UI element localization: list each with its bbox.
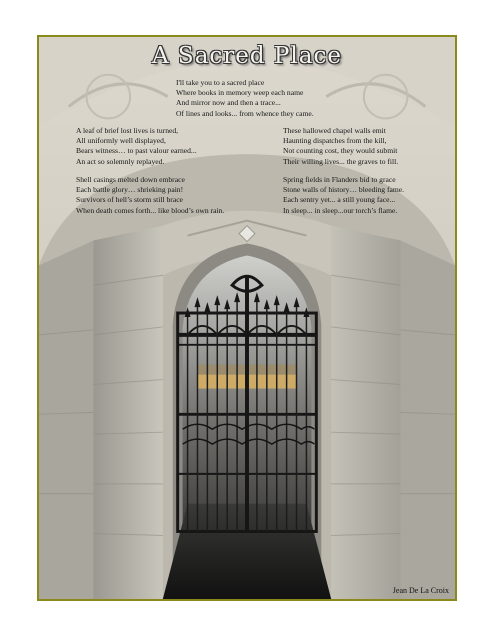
author-signature: Jean De La Croix bbox=[392, 586, 449, 595]
poem-line: Their willing lives... the graves to fill. bbox=[283, 156, 399, 166]
poem-line: In sleep... in sleep...our torch’s flame. bbox=[283, 205, 398, 215]
poem-line: Spring fields in Flanders bid to grace bbox=[283, 175, 396, 184]
poem-frame bbox=[37, 35, 457, 601]
poem-line: When death comes forth... like blood’s own rain. bbox=[76, 205, 225, 215]
left-stanza-2 bbox=[76, 175, 224, 216]
poem-line: And mirror now and then a trace... bbox=[176, 98, 281, 108]
poem-title: A Sacred Place bbox=[152, 43, 342, 69]
poem-line: An act so solemnly replayed. bbox=[76, 156, 165, 166]
poem-line: I'll take you to a sacred place bbox=[176, 78, 265, 87]
right-stanza-1 bbox=[283, 126, 398, 167]
poem-line: Survivors of hell’s storm still brace bbox=[76, 195, 183, 205]
intro-stanza bbox=[176, 78, 314, 119]
poem-line: Haunting dispatches from the kill, bbox=[283, 136, 387, 146]
poem-line: These hallowed chapel walls emit bbox=[283, 126, 386, 135]
chapel-photo bbox=[39, 37, 455, 599]
poem-line: Each battle glory… shrieking pain! bbox=[76, 185, 184, 195]
poem-line: Bears witness… to past valour earned... bbox=[76, 146, 197, 156]
left-stanza-1 bbox=[76, 126, 197, 167]
poem-line: All uniformly well displayed, bbox=[76, 136, 166, 146]
poem-line: Of lines and looks... from whence they came. bbox=[176, 108, 314, 118]
poem-line: Each sentry yet... a still young face... bbox=[283, 195, 396, 205]
poem-line: Stone walls of history… bleeding fame. bbox=[283, 185, 405, 195]
poem-line: A leaf of brief lost lives is turned, bbox=[76, 126, 179, 135]
right-stanza-2 bbox=[283, 175, 404, 216]
poem-line: Shell casings melted down embrace bbox=[76, 175, 185, 184]
poem-line: Not counting cost, they would submit bbox=[283, 146, 398, 156]
poem-line: Where books in memory weep each name bbox=[176, 88, 304, 98]
